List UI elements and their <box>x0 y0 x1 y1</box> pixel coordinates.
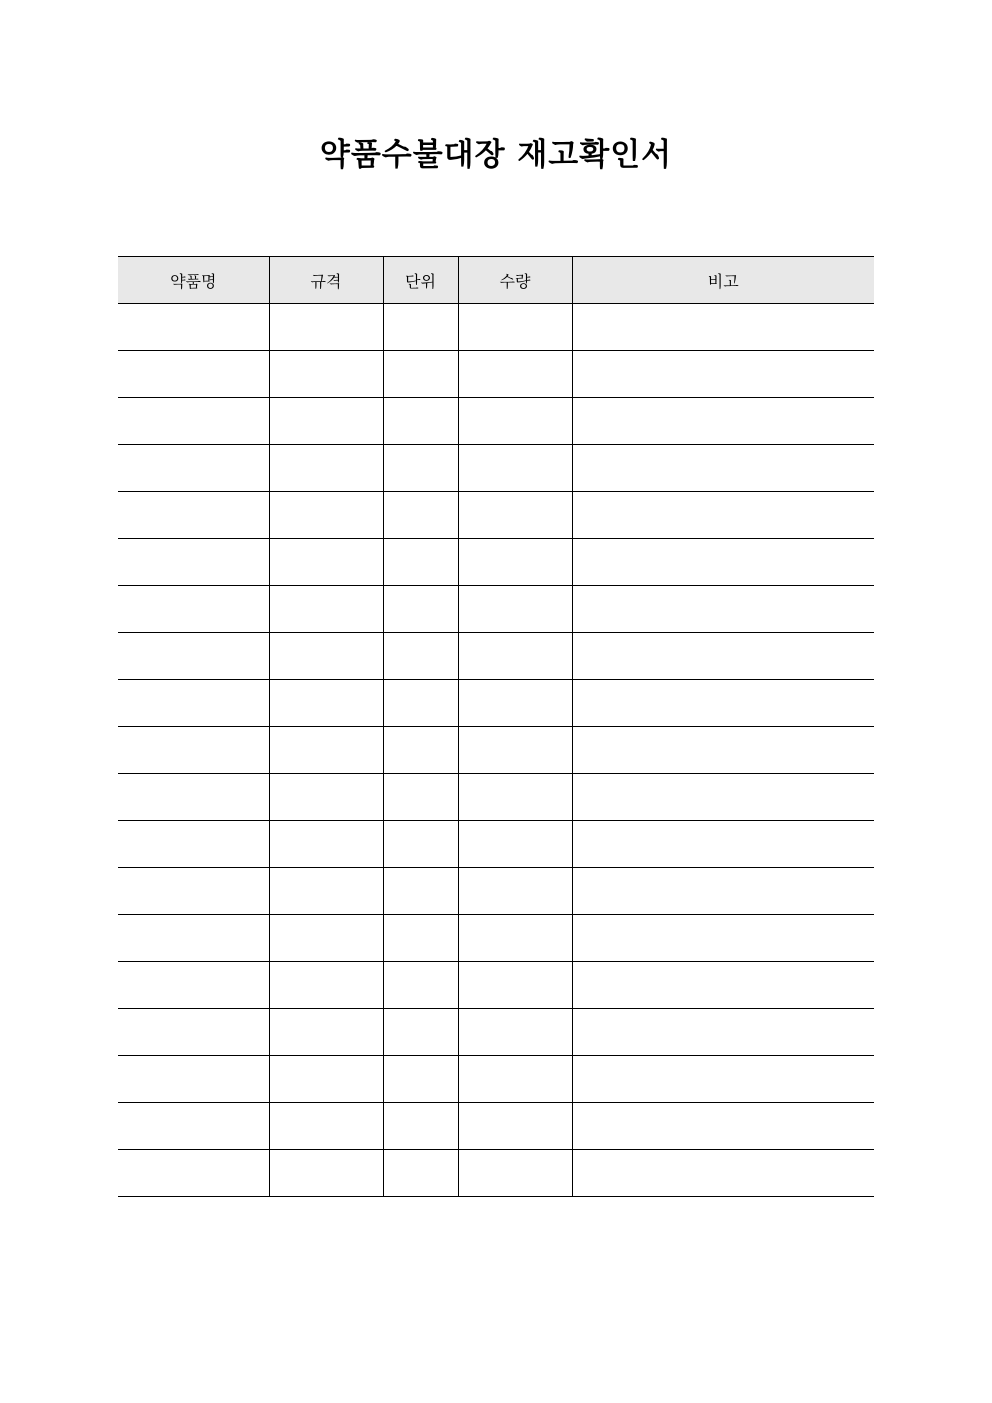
drug-name-cell[interactable] <box>118 1056 269 1103</box>
remarks-cell[interactable] <box>572 1009 874 1056</box>
remarks-cell[interactable] <box>572 821 874 868</box>
specification-cell[interactable] <box>269 680 383 727</box>
quantity-cell[interactable] <box>458 727 572 774</box>
table-row <box>118 445 874 492</box>
table-row <box>118 868 874 915</box>
drug-name-cell[interactable] <box>118 727 269 774</box>
page-title: 약품수불대장 재고확인서 <box>319 137 673 173</box>
unit-cell[interactable] <box>383 633 458 680</box>
remarks-cell[interactable] <box>572 445 874 492</box>
inventory-table <box>118 256 874 1197</box>
column-header-specification: 규격 <box>269 257 383 304</box>
remarks-cell[interactable] <box>572 680 874 727</box>
table-row <box>118 962 874 1009</box>
quantity-cell[interactable] <box>458 539 572 586</box>
unit-cell[interactable] <box>383 586 458 633</box>
table-row <box>118 774 874 821</box>
drug-name-cell[interactable] <box>118 1009 269 1056</box>
specification-cell[interactable] <box>269 633 383 680</box>
table-row <box>118 727 874 774</box>
drug-name-cell[interactable] <box>118 398 269 445</box>
table-row <box>118 915 874 962</box>
drug-name-cell[interactable] <box>118 962 269 1009</box>
quantity-cell[interactable] <box>458 304 572 351</box>
unit-cell[interactable] <box>383 774 458 821</box>
quantity-cell[interactable] <box>458 962 572 1009</box>
unit-cell[interactable] <box>383 492 458 539</box>
specification-cell[interactable] <box>269 868 383 915</box>
quantity-cell[interactable] <box>458 1103 572 1150</box>
quantity-cell[interactable] <box>458 821 572 868</box>
remarks-cell[interactable] <box>572 774 874 821</box>
specification-cell[interactable] <box>269 821 383 868</box>
specification-cell[interactable] <box>269 1009 383 1056</box>
unit-cell[interactable] <box>383 1150 458 1197</box>
drug-name-cell[interactable] <box>118 915 269 962</box>
quantity-cell[interactable] <box>458 1009 572 1056</box>
specification-cell[interactable] <box>269 398 383 445</box>
remarks-cell[interactable] <box>572 586 874 633</box>
drug-name-cell[interactable] <box>118 539 269 586</box>
table-row <box>118 492 874 539</box>
specification-cell[interactable] <box>269 445 383 492</box>
specification-cell[interactable] <box>269 915 383 962</box>
specification-cell[interactable] <box>269 351 383 398</box>
drug-name-cell[interactable] <box>118 633 269 680</box>
remarks-cell[interactable] <box>572 962 874 1009</box>
remarks-cell[interactable] <box>572 868 874 915</box>
quantity-cell[interactable] <box>458 633 572 680</box>
quantity-cell[interactable] <box>458 774 572 821</box>
table-row <box>118 633 874 680</box>
table-row <box>118 539 874 586</box>
quantity-cell[interactable] <box>458 492 572 539</box>
table-row <box>118 1103 874 1150</box>
drug-name-cell[interactable] <box>118 680 269 727</box>
remarks-cell[interactable] <box>572 915 874 962</box>
unit-cell[interactable] <box>383 821 458 868</box>
specification-cell[interactable] <box>269 1056 383 1103</box>
table-row <box>118 351 874 398</box>
remarks-cell[interactable] <box>572 1103 874 1150</box>
quantity-cell[interactable] <box>458 680 572 727</box>
unit-cell[interactable] <box>383 398 458 445</box>
quantity-cell[interactable] <box>458 586 572 633</box>
column-header-drug-name: 약품명 <box>118 257 269 304</box>
quantity-cell[interactable] <box>458 868 572 915</box>
column-header-quantity: 수량 <box>458 257 572 304</box>
specification-cell[interactable] <box>269 539 383 586</box>
quantity-cell[interactable] <box>458 398 572 445</box>
quantity-cell[interactable] <box>458 1150 572 1197</box>
table-row <box>118 1150 874 1197</box>
column-header-remarks: 비고 <box>572 257 874 304</box>
quantity-cell[interactable] <box>458 351 572 398</box>
unit-cell[interactable] <box>383 868 458 915</box>
remarks-cell[interactable] <box>572 304 874 351</box>
unit-cell[interactable] <box>383 1009 458 1056</box>
quantity-cell[interactable] <box>458 445 572 492</box>
unit-cell[interactable] <box>383 915 458 962</box>
unit-cell[interactable] <box>383 680 458 727</box>
specification-cell[interactable] <box>269 1103 383 1150</box>
unit-cell[interactable] <box>383 962 458 1009</box>
drug-name-cell[interactable] <box>118 868 269 915</box>
drug-name-cell[interactable] <box>118 445 269 492</box>
unit-cell[interactable] <box>383 304 458 351</box>
drug-name-cell[interactable] <box>118 586 269 633</box>
specification-cell[interactable] <box>269 586 383 633</box>
drug-name-cell[interactable] <box>118 351 269 398</box>
drug-name-cell[interactable] <box>118 821 269 868</box>
remarks-cell[interactable] <box>572 398 874 445</box>
table-row <box>118 398 874 445</box>
drug-name-cell[interactable] <box>118 304 269 351</box>
specification-cell[interactable] <box>269 1150 383 1197</box>
unit-cell[interactable] <box>383 539 458 586</box>
unit-cell[interactable] <box>383 351 458 398</box>
drug-name-cell[interactable] <box>118 1103 269 1150</box>
specification-cell[interactable] <box>269 492 383 539</box>
table-row <box>118 1009 874 1056</box>
unit-cell[interactable] <box>383 1103 458 1150</box>
remarks-cell[interactable] <box>572 1056 874 1103</box>
column-header-unit: 단위 <box>383 257 458 304</box>
remarks-cell[interactable] <box>572 492 874 539</box>
table-body <box>118 304 874 1197</box>
remarks-cell[interactable] <box>572 539 874 586</box>
unit-cell[interactable] <box>383 445 458 492</box>
quantity-cell[interactable] <box>458 1056 572 1103</box>
drug-name-cell[interactable] <box>118 492 269 539</box>
quantity-cell[interactable] <box>458 915 572 962</box>
table-row <box>118 680 874 727</box>
table-row <box>118 586 874 633</box>
specification-cell[interactable] <box>269 727 383 774</box>
remarks-cell[interactable] <box>572 633 874 680</box>
unit-cell[interactable] <box>383 727 458 774</box>
remarks-cell[interactable] <box>572 1150 874 1197</box>
table-row <box>118 1056 874 1103</box>
remarks-cell[interactable] <box>572 727 874 774</box>
specification-cell[interactable] <box>269 774 383 821</box>
drug-name-cell[interactable] <box>118 774 269 821</box>
specification-cell[interactable] <box>269 962 383 1009</box>
table-row <box>118 821 874 868</box>
remarks-cell[interactable] <box>572 351 874 398</box>
drug-name-cell[interactable] <box>118 1150 269 1197</box>
specification-cell[interactable] <box>269 304 383 351</box>
table-header-row <box>118 257 874 304</box>
table-row <box>118 304 874 351</box>
unit-cell[interactable] <box>383 1056 458 1103</box>
